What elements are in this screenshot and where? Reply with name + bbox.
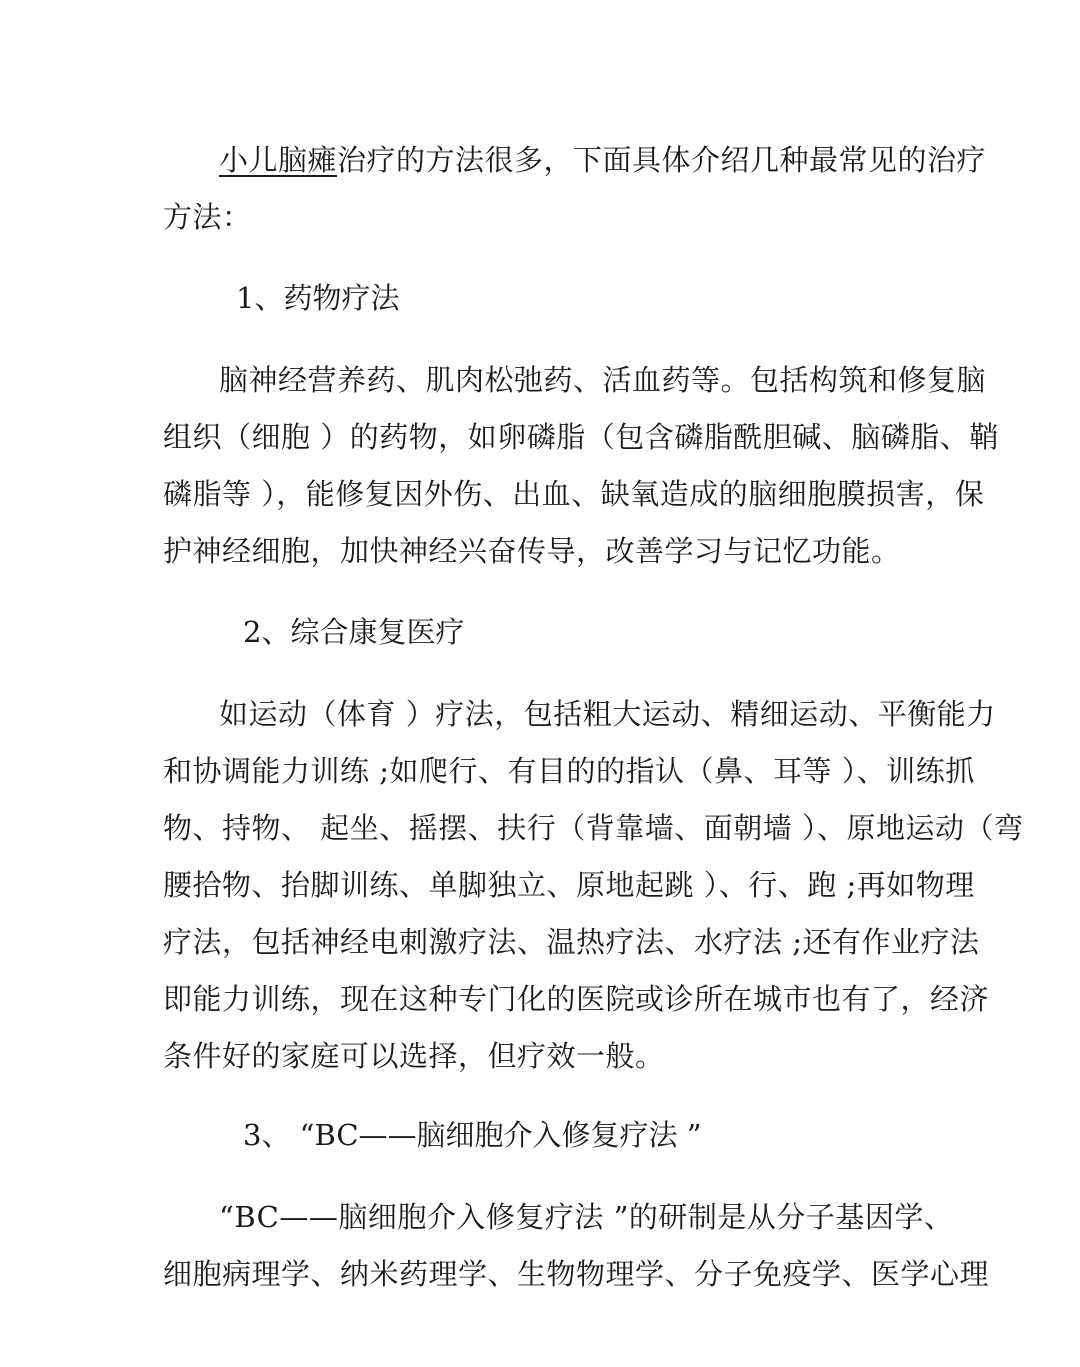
section-1-heading: 1、药物疗法 (236, 281, 400, 315)
section-3-heading: 3、 “BC——脑细胞介入修复疗法 ” (243, 1118, 702, 1152)
section-3-body (163, 1189, 990, 1303)
section-3-line-2: 细胞病理学、纳米药理学、生物物理学、分子免疫学、医学心理 (163, 1257, 990, 1291)
section-2-line-4: 腰拾物、抬脚训练、单脚独立、原地起跳 ）、行、跑 ;再如物理 (163, 868, 975, 902)
section-2-line-1: 如运动（体育 ）疗法，包括粗大运动、精细运动、平衡能力 (219, 697, 996, 731)
cerebral-palsy-link[interactable]: 小儿脑瘫 (219, 143, 338, 177)
section-2-body (163, 686, 1024, 1085)
intro-line-1-text: 治疗的方法很多，下面具体介绍几种最常见的治疗 (337, 143, 987, 177)
section-2-heading: 2、综合康复医疗 (243, 615, 465, 649)
section-3-line-1: “BC——脑细胞介入修复疗法 ”的研制是从分子基因学、 (219, 1200, 954, 1234)
section-2-line-6: 即能力训练，现在这种专门化的医院或诊所在城市也有了，经济 (163, 982, 990, 1016)
section-2-line-7: 条件好的家庭可以选择，但疗效一般。 (163, 1039, 665, 1073)
section-1-body (163, 352, 999, 580)
section-1-line-2: 组织（细胞 ）的药物，如卵磷脂（包含磷脂酰胆碱、脑磷脂、鞘 (163, 420, 999, 454)
intro-line-2: 方法： (163, 200, 252, 234)
section-2-line-3: 物、持物、 起坐、摇摆、扶行（背靠墙、面朝墙 ）、原地运动（弯 (163, 811, 1024, 845)
section-1-line-3: 磷脂等 ），能修复因外伤、出血、缺氧造成的脑细胞膜损害，保 (163, 477, 985, 511)
section-2-line-2: 和协调能力训练 ;如爬行、有目的的指认（鼻、耳等 ）、训练抓 (163, 754, 975, 788)
section-1-line-1: 脑神经营养药、肌肉松弛药、活血药等。包括构筑和修复脑 (219, 363, 987, 397)
intro-paragraph (163, 132, 987, 246)
intro-line-1 (163, 132, 987, 189)
section-1-line-4: 护神经细胞，加快神经兴奋传导，改善学习与记忆功能。 (163, 534, 901, 568)
section-2-line-5: 疗法，包括神经电刺激疗法、温热疗法、水疗法 ;还有作业疗法 (163, 925, 980, 959)
